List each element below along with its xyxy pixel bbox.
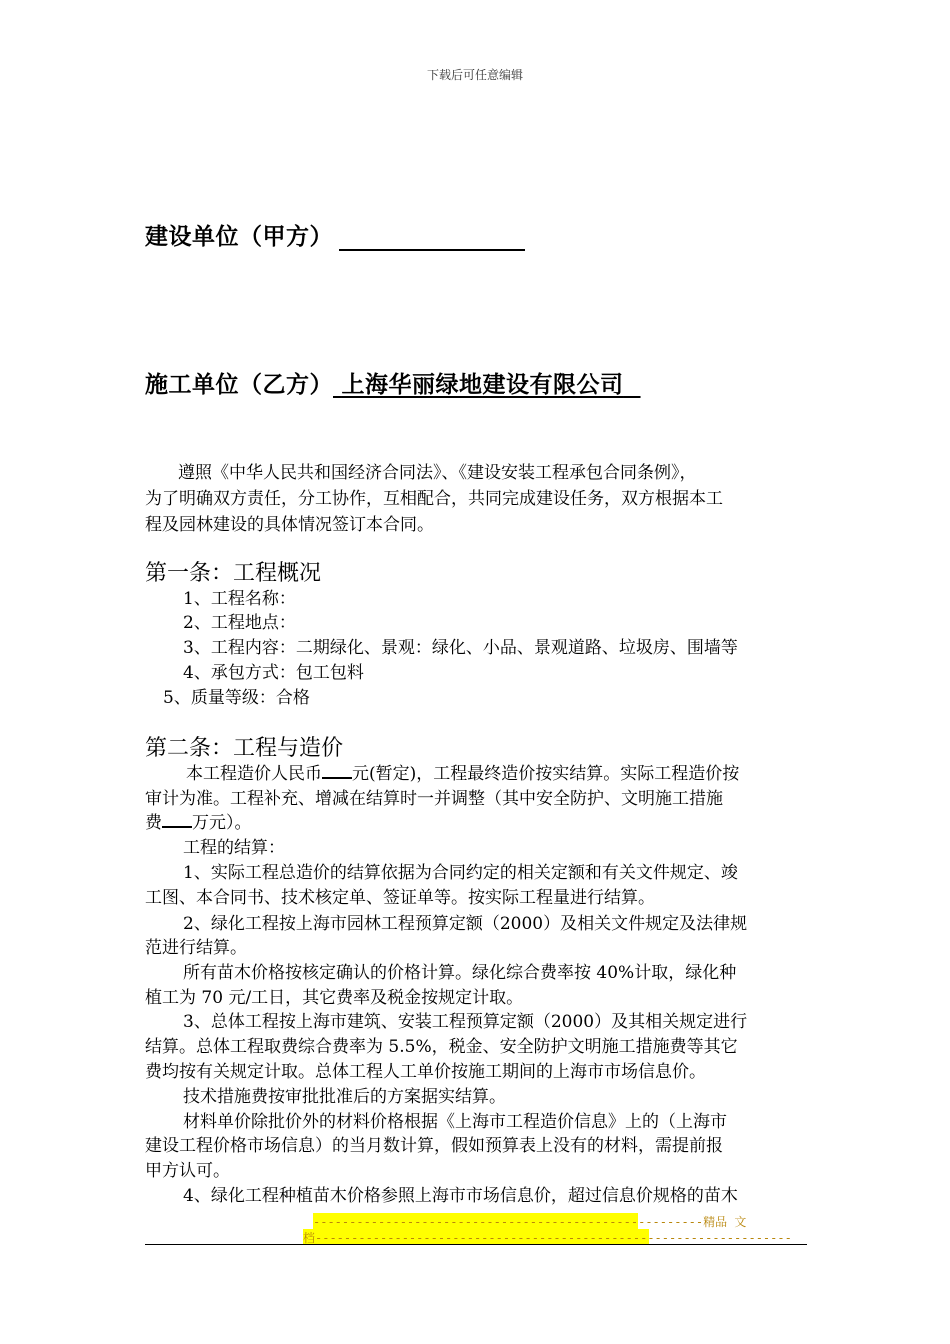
article2-line-1 bbox=[186, 759, 739, 784]
party-b-name: 上海华丽绿地建设有限公司 bbox=[341, 372, 624, 398]
article1-item-4: 4、承包方式：包工包料 bbox=[183, 663, 364, 683]
party-b-label: 施工单位（乙方） bbox=[145, 372, 333, 398]
article2-line-3b: 万元）。 bbox=[192, 813, 252, 833]
article1-title: 第一条：工程概况 bbox=[145, 561, 322, 586]
party-a-blank bbox=[339, 223, 525, 251]
article2-title: 第二条：工程与造价 bbox=[145, 736, 344, 761]
settle-line-9: 费均按有关规定计取。总体工程人工单价按施工期间的上海市市场信息价。 bbox=[145, 1062, 706, 1082]
party-a-line bbox=[145, 218, 525, 251]
footer-rule bbox=[145, 1244, 807, 1245]
article2-line-3 bbox=[145, 808, 252, 833]
fee-blank bbox=[162, 810, 192, 828]
settle-line-11: 材料单价除批价外的材料价格根据《上海市工程造价信息》上的（上海市 bbox=[183, 1112, 727, 1132]
article1-item-3: 3、工程内容：二期绿化、景观：绿化、小品、景观道路、垃圾房、围墙等 bbox=[183, 638, 738, 658]
settle-line-3: 2、绿化工程按上海市园林工程预算定额（2000）及相关文件规定及法律规 bbox=[183, 914, 748, 934]
preamble-line-1: 遵照《中华人民共和国经济合同法》、《建设安装工程承包合同条例》， bbox=[178, 463, 697, 483]
preamble-line-3: 程及园林建设的具体情况签订本合同。 bbox=[145, 515, 434, 535]
party-b-line bbox=[145, 366, 641, 399]
price-blank bbox=[322, 761, 352, 779]
settle-line-7: 3、总体工程按上海市建筑、安装工程预算定额（2000）及其相关规定进行 bbox=[183, 1012, 748, 1032]
settle-line-6: 植工为 70 元/工日，其它费率及税金按规定计取。 bbox=[145, 988, 524, 1008]
settle-title: 工程的结算： bbox=[183, 838, 285, 858]
footer-banner-line-2: 档------------------------------------------------------------------ bbox=[303, 1231, 792, 1245]
article2-line-1b: 元(暂定)，工程最终造价按实结算。实际工程造价按 bbox=[352, 764, 740, 784]
page-header: 下载后可任意编辑 bbox=[426, 68, 523, 82]
preamble-line-2: 为了明确双方责任，分工协作，互相配合，共同完成建设任务，双方根据本工 bbox=[145, 489, 723, 509]
settle-line-2: 工图、本合同书、技术核定单、签证单等。按实际工程量进行结算。 bbox=[145, 888, 655, 908]
settle-line-8: 结算。总体工程取费综合费率为 5.5%，税金、安全防护文明施工措施费等其它 bbox=[145, 1037, 738, 1057]
article1-item-1: 1、工程名称： bbox=[183, 589, 296, 609]
article1-item-2: 2、工程地点： bbox=[183, 613, 296, 633]
article2-line-3a: 费 bbox=[145, 813, 162, 833]
settle-line-13: 甲方认可。 bbox=[145, 1161, 230, 1181]
party-a-label: 建设单位（甲方） bbox=[145, 224, 333, 250]
article1-item-5: 5、质量等级：合格 bbox=[163, 688, 310, 708]
settle-line-4: 范进行结算。 bbox=[145, 938, 247, 958]
settle-line-14: 4、绿化工程种植苗木价格参照上海市市场信息价，超过信息价规格的苗木 bbox=[183, 1186, 738, 1206]
settle-line-10: 技术措施费按审批批准后的方案据实结算。 bbox=[183, 1087, 506, 1107]
party-b-name-wrap bbox=[333, 372, 641, 398]
settle-line-1: 1、实际工程总造价的结算依据为合同约定的相关定额和有关文件规定、竣 bbox=[183, 863, 738, 883]
settle-line-5: 所有苗木价格按核定确认的价格计算。绿化综合费率按 40%计取，绿化种 bbox=[183, 963, 737, 983]
article2-line-1a: 本工程造价人民币 bbox=[186, 764, 322, 784]
settle-line-12: 建设工程价格市场信息）的当月数计算，假如预算表上没有的材料，需提前报 bbox=[145, 1136, 723, 1156]
article2-line-2: 审计为准。工程补充、增减在结算时一并调整（其中安全防护、文明施工措施 bbox=[145, 789, 723, 809]
footer-banner-line-1: ------------------------------------------------------精品 文 bbox=[313, 1215, 747, 1229]
